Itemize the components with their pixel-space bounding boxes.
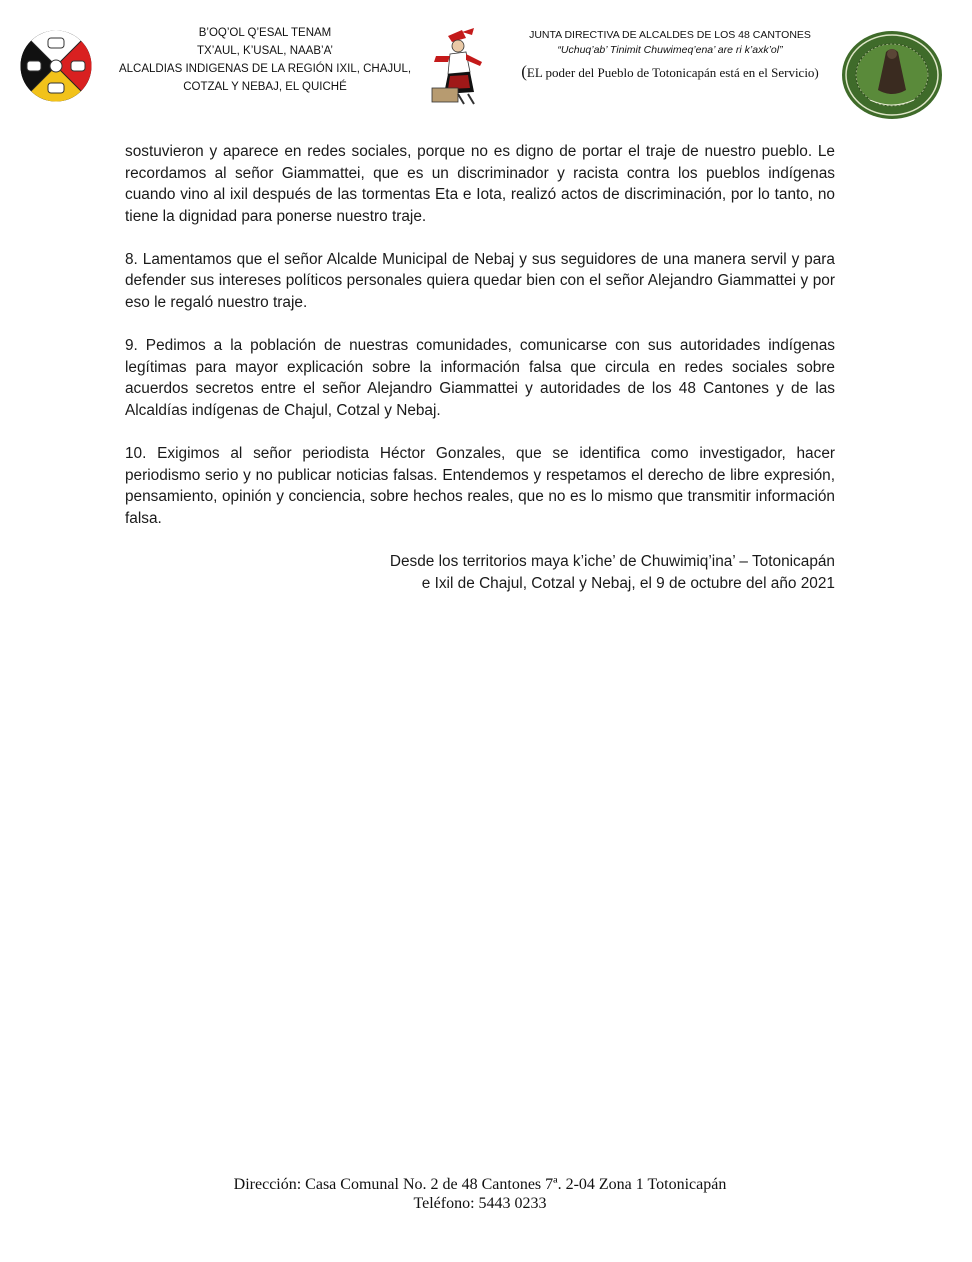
- left-org-line1: B’OQ’OL Q’ESAL TENAM: [198, 27, 332, 39]
- signature-block: [125, 551, 835, 594]
- right-org-motto: “Uchuq’ab’ Tinimit Chuwimeq’ena’ are ri k’axk’ol”: [557, 44, 783, 56]
- page-footer: [0, 1175, 960, 1213]
- paragraph-point-9: 9. Pedimos a la población de nuestras comunidades, comunicarse con sus autoridades indígenas legítimas para mayor explicación sobre la información falsa que circula en redes sociales sobre acuerdos secretos entre el señor Alejandro Giammattei y autoridades de los 48 Cantones y de las Alcaldías indígenas de Chajul, Cotzal y Nebaj.: [125, 337, 835, 419]
- paragraph-point-10: 10. Exigimos al señor periodista Héctor Gonzales, que se identifica como investigador, hacer periodismo serio y no publicar noticias falsas. Entendemos y respetamos el derecho de libre expresión, pensamiento, opinión y conciencia, sobre hechos reales, que no es lo mismo que transmitir información falsa.: [125, 445, 835, 527]
- paragraph-continuation: sostuvieron y aparece en redes sociales, porque no es digno de portar el traje de nuestro pueblo. Le recordamos al señor Giammattei, que es un discriminador y racista contra los pueblos indígenas cuando vino al ixil después de las tormentas Eta e Iota, realizó actos de discriminación, por lo tanto, no tiene la dignidad para ponerse nuestro traje.: [125, 143, 835, 225]
- motto-translation-text: EL poder del Pueblo de Totonicapán está en el Servicio): [526, 65, 819, 80]
- signature-line2: e Ixil de Chajul, Cotzal y Nebaj, el 9 de octubre del año 2021: [421, 574, 835, 592]
- right-org-motto-translation: [500, 61, 840, 84]
- totonicapan-seal-logo: [840, 30, 944, 120]
- ixil-four-directions-logo: [20, 30, 92, 102]
- signature-line1: Desde los territorios maya k’iche’ de Chuwimiq’ina’ – Totonicapán: [389, 552, 835, 570]
- footer-phone: Teléfono: 5443 0233: [413, 1195, 547, 1212]
- right-org-header: [500, 28, 840, 84]
- right-org-title: JUNTA DIRECTIVA DE ALCALDES DE LOS 48 CANTONES: [529, 29, 811, 41]
- traditional-figure-icon: [428, 26, 490, 106]
- paragraph-point-8: 8. Lamentamos que el señor Alcalde Municipal de Nebaj y sus seguidores de una manera servil y para defender sus intereses políticos personales quiera quedar bien con el señor Alejandro Giammattei y por eso le regaló nuestro traje.: [125, 250, 835, 312]
- motto-open-paren: (: [521, 62, 527, 81]
- left-org-line2: TX’AUL, K’USAL, NAAB’A’: [197, 45, 333, 57]
- left-org-line3: ALCALDIAS INDIGENAS DE LA REGIÓN IXIL, CHAJUL,: [118, 63, 412, 75]
- footer-address: Dirección: Casa Comunal No. 2 de 48 Cantones 7ª. 2-04 Zona 1 Totonicapán: [233, 1176, 727, 1193]
- document-body: [125, 141, 835, 594]
- left-org-header: [100, 24, 430, 96]
- left-org-line4: COTZAL Y NEBAJ, EL QUICHÉ: [183, 81, 347, 93]
